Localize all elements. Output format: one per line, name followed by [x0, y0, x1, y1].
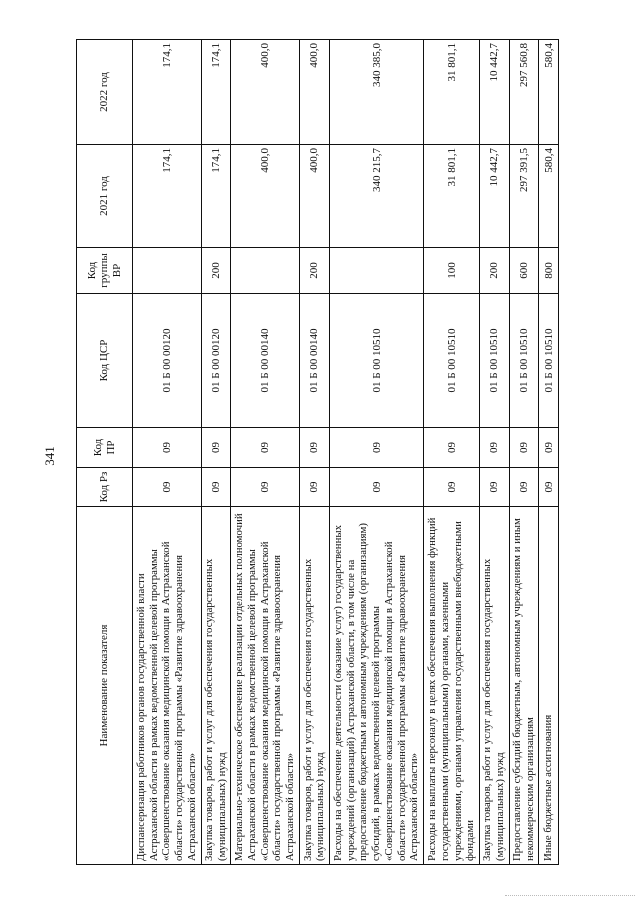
row-rz: 09: [329, 468, 424, 507]
row-2022: 31 801,1: [424, 40, 479, 145]
row-vr: 200: [479, 248, 509, 294]
table-row: [509, 40, 539, 865]
row-csr: 01 Б 00 10510: [479, 294, 509, 428]
header-2021: 2021 год: [77, 145, 133, 248]
table-row: [299, 40, 329, 865]
row-rz: 09: [133, 468, 202, 507]
row-name: Закупка товаров, работ и услуг для обеспечения государственных (муниципальных) нужд: [479, 507, 509, 865]
row-2022: 297 560,8: [509, 40, 539, 145]
row-vr: 800: [539, 248, 559, 294]
row-pr: 09: [231, 428, 300, 468]
row-rz: 09: [424, 468, 479, 507]
table-row: [479, 40, 509, 865]
table-row: [201, 40, 231, 865]
header-vr: Код группы ВР: [77, 248, 133, 294]
row-2022: 174,1: [201, 40, 231, 145]
budget-table-container: [76, 40, 559, 865]
header-name: Наименование показателя: [77, 507, 133, 865]
row-pr: 09: [329, 428, 424, 468]
row-2022: 580,4: [539, 40, 559, 145]
row-pr: 09: [424, 428, 479, 468]
budget-table: [76, 39, 559, 865]
row-vr: [231, 248, 300, 294]
table-row: [133, 40, 202, 865]
row-rz: 09: [509, 468, 539, 507]
row-2022: 340 385,0: [329, 40, 424, 145]
row-2021: 580,4: [539, 145, 559, 248]
row-2021: 31 801,1: [424, 145, 479, 248]
row-vr: 200: [299, 248, 329, 294]
row-csr: 01 Б 00 10510: [424, 294, 479, 428]
row-rz: 09: [539, 468, 559, 507]
scan-artifact-divider: [505, 895, 635, 896]
row-csr: 01 Б 00 10510: [539, 294, 559, 428]
row-pr: 09: [299, 428, 329, 468]
header-2022: 2022 год: [77, 40, 133, 145]
row-2022: 400,0: [299, 40, 329, 145]
row-2022: 174,1: [133, 40, 202, 145]
row-2021: 400,0: [231, 145, 300, 248]
row-pr: 09: [509, 428, 539, 468]
row-pr: 09: [479, 428, 509, 468]
header-csr: Код ЦСР: [77, 294, 133, 428]
page-number: 341: [42, 446, 57, 466]
row-rz: 09: [231, 468, 300, 507]
row-rz: 09: [201, 468, 231, 507]
row-name: Материально-техническое обеспечение реализации отдельных полномочий Астраханской области в рамках ведомственной целевой программы «Совершенствование оказания медицинской помощи в Астраханской области» государственной программы «Развитие здравоохранения Астраханской области»: [231, 507, 300, 865]
row-csr: 01 Б 00 10510: [329, 294, 424, 428]
row-vr: 600: [509, 248, 539, 294]
row-vr: 200: [201, 248, 231, 294]
table-row: [539, 40, 559, 865]
row-csr: 01 Б 00 00140: [231, 294, 300, 428]
header-rz: Код Рз: [77, 468, 133, 507]
row-2021: 340 215,7: [329, 145, 424, 248]
row-name: Расходы на выплаты персоналу в целях обеспечения выполнения функций государственными (муниципальными) органами, казенными учреждениями, органами управления государственными внебюджетными фондами: [424, 507, 479, 865]
table-row: [231, 40, 300, 865]
row-pr: 09: [133, 428, 202, 468]
table-header-row: [77, 40, 133, 865]
table-row: [424, 40, 479, 865]
row-name: Иные бюджетные ассигнования: [539, 507, 559, 865]
row-2021: 174,1: [201, 145, 231, 248]
row-name: Закупка товаров, работ и услуг для обеспечения государственных (муниципальных) нужд: [299, 507, 329, 865]
row-csr: 01 Б 00 10510: [509, 294, 539, 428]
row-csr: 01 Б 00 00120: [201, 294, 231, 428]
row-2022: 10 442,7: [479, 40, 509, 145]
row-name: Расходы на обеспечение деятельности (оказание услуг) государственных учреждений (организаций) Астраханской области, в том числе на предоставление бюджетным и автономным учреждениям (организациям) субсидий, в рамках ведомственной целевой программы «Совершенствование оказания медицинской помощи в Астраханской области» государственной программы «Развитие здравоохранения Астраханской области»: [329, 507, 424, 865]
row-2021: 297 391,5: [509, 145, 539, 248]
row-name: Предоставление субсидий бюджетным, автономным учреждениям и иным некоммерческим организациям: [509, 507, 539, 865]
header-pr: Код ПР: [77, 428, 133, 468]
row-2021: 174,1: [133, 145, 202, 248]
row-vr: [329, 248, 424, 294]
row-rz: 09: [299, 468, 329, 507]
row-rz: 09: [479, 468, 509, 507]
table-row: [329, 40, 424, 865]
row-name: Диспансеризация работников органов государственной власти Астраханской области в рамках ведомственной целевой программы «Совершенствование оказания медицинской помощи в Астраханской области» государственной программы «Развитие здравоохранения Астраханской области»: [133, 507, 202, 865]
row-pr: 09: [201, 428, 231, 468]
row-csr: 01 Б 00 00120: [133, 294, 202, 428]
row-2022: 400,0: [231, 40, 300, 145]
row-csr: 01 Б 00 00140: [299, 294, 329, 428]
row-2021: 10 442,7: [479, 145, 509, 248]
row-vr: [133, 248, 202, 294]
row-2021: 400,0: [299, 145, 329, 248]
row-vr: 100: [424, 248, 479, 294]
row-name: Закупка товаров, работ и услуг для обеспечения государственных (муниципальных) нужд: [201, 507, 231, 865]
row-pr: 09: [539, 428, 559, 468]
